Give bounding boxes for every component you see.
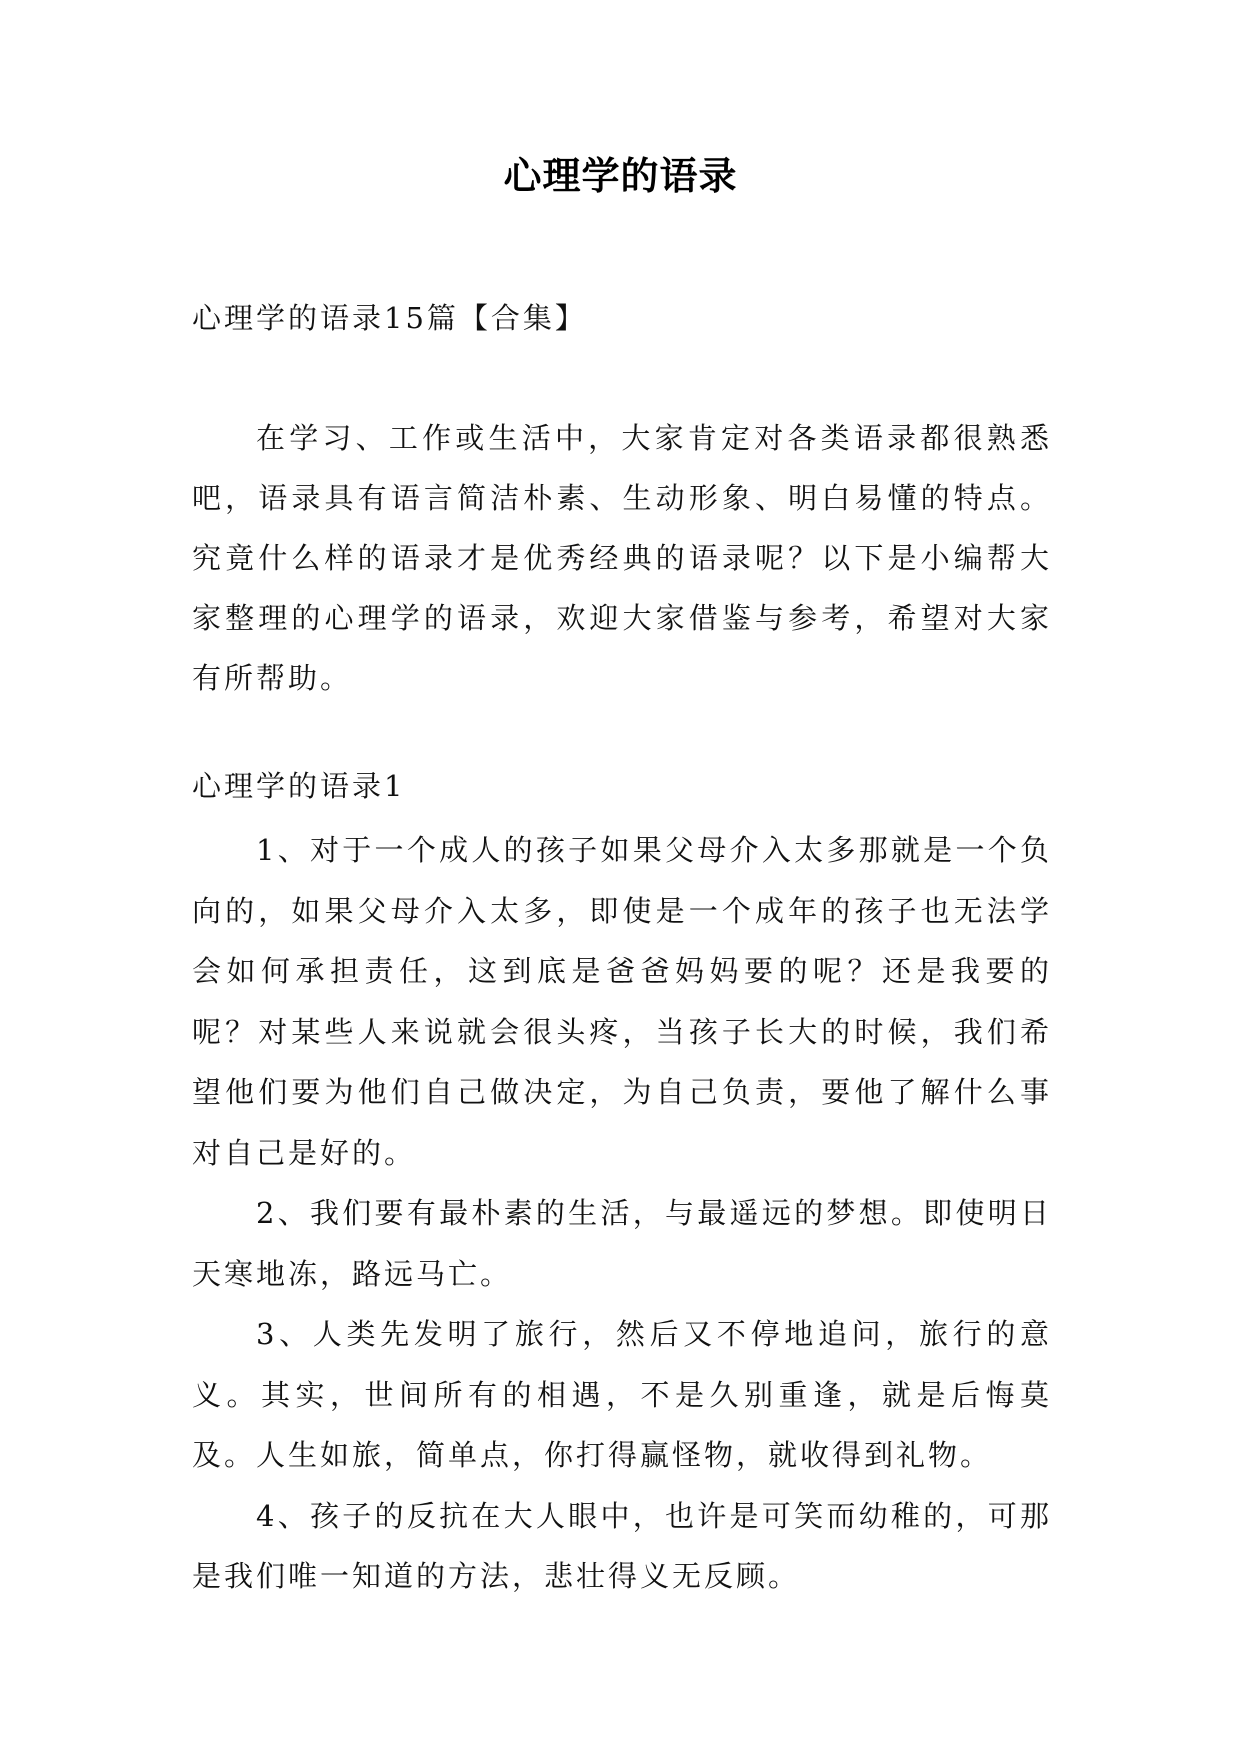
quote-item: 1、对于一个成人的孩子如果父母介入太多那就是一个负向的，如果父母介入太多，即使是一个成年的孩子也无法学会如何承担责任，这到底是爸爸妈妈要的呢？还是我要的呢？对某些人来说就会很头疼，当孩子长大的时候，我们希望他们要为他们自己做决定，为自己负责，要他了解什么事对自己是好的。: [192, 833, 1052, 1170]
intro-paragraph: 在学习、工作或生活中，大家肯定对各类语录都很熟悉吧，语录具有语言简洁朴素、生动形象、明白易懂的特点。究竟什么样的语录才是优秀经典的语录呢？以下是小编帮大家整理的心理学的语录，欢迎大家借鉴与参考，希望对大家有所帮助。: [192, 421, 1052, 695]
quote-item: 3、人类先发明了旅行，然后又不停地追问，旅行的意义。其实，世间所有的相遇，不是久别重逢，就是后悔莫及。人生如旅，简单点，你打得赢怪物，就收得到礼物。: [192, 1317, 1052, 1472]
quote-item: 4、孩子的反抗在大人眼中，也许是可笑而幼稚的，可那是我们唯一知道的方法，悲壮得义无反顾。: [192, 1498, 1052, 1593]
quote-list: [192, 820, 1052, 1607]
quote-item: 2、我们要有最朴素的生活，与最遥远的梦想。即使明日天寒地冻，路远马亡。: [192, 1196, 1052, 1291]
document-title: 心理学的语录: [503, 154, 738, 198]
document-subtitle: 心理学的语录15篇【合集】: [192, 301, 587, 335]
section-heading: 心理学的语录1: [192, 769, 406, 803]
